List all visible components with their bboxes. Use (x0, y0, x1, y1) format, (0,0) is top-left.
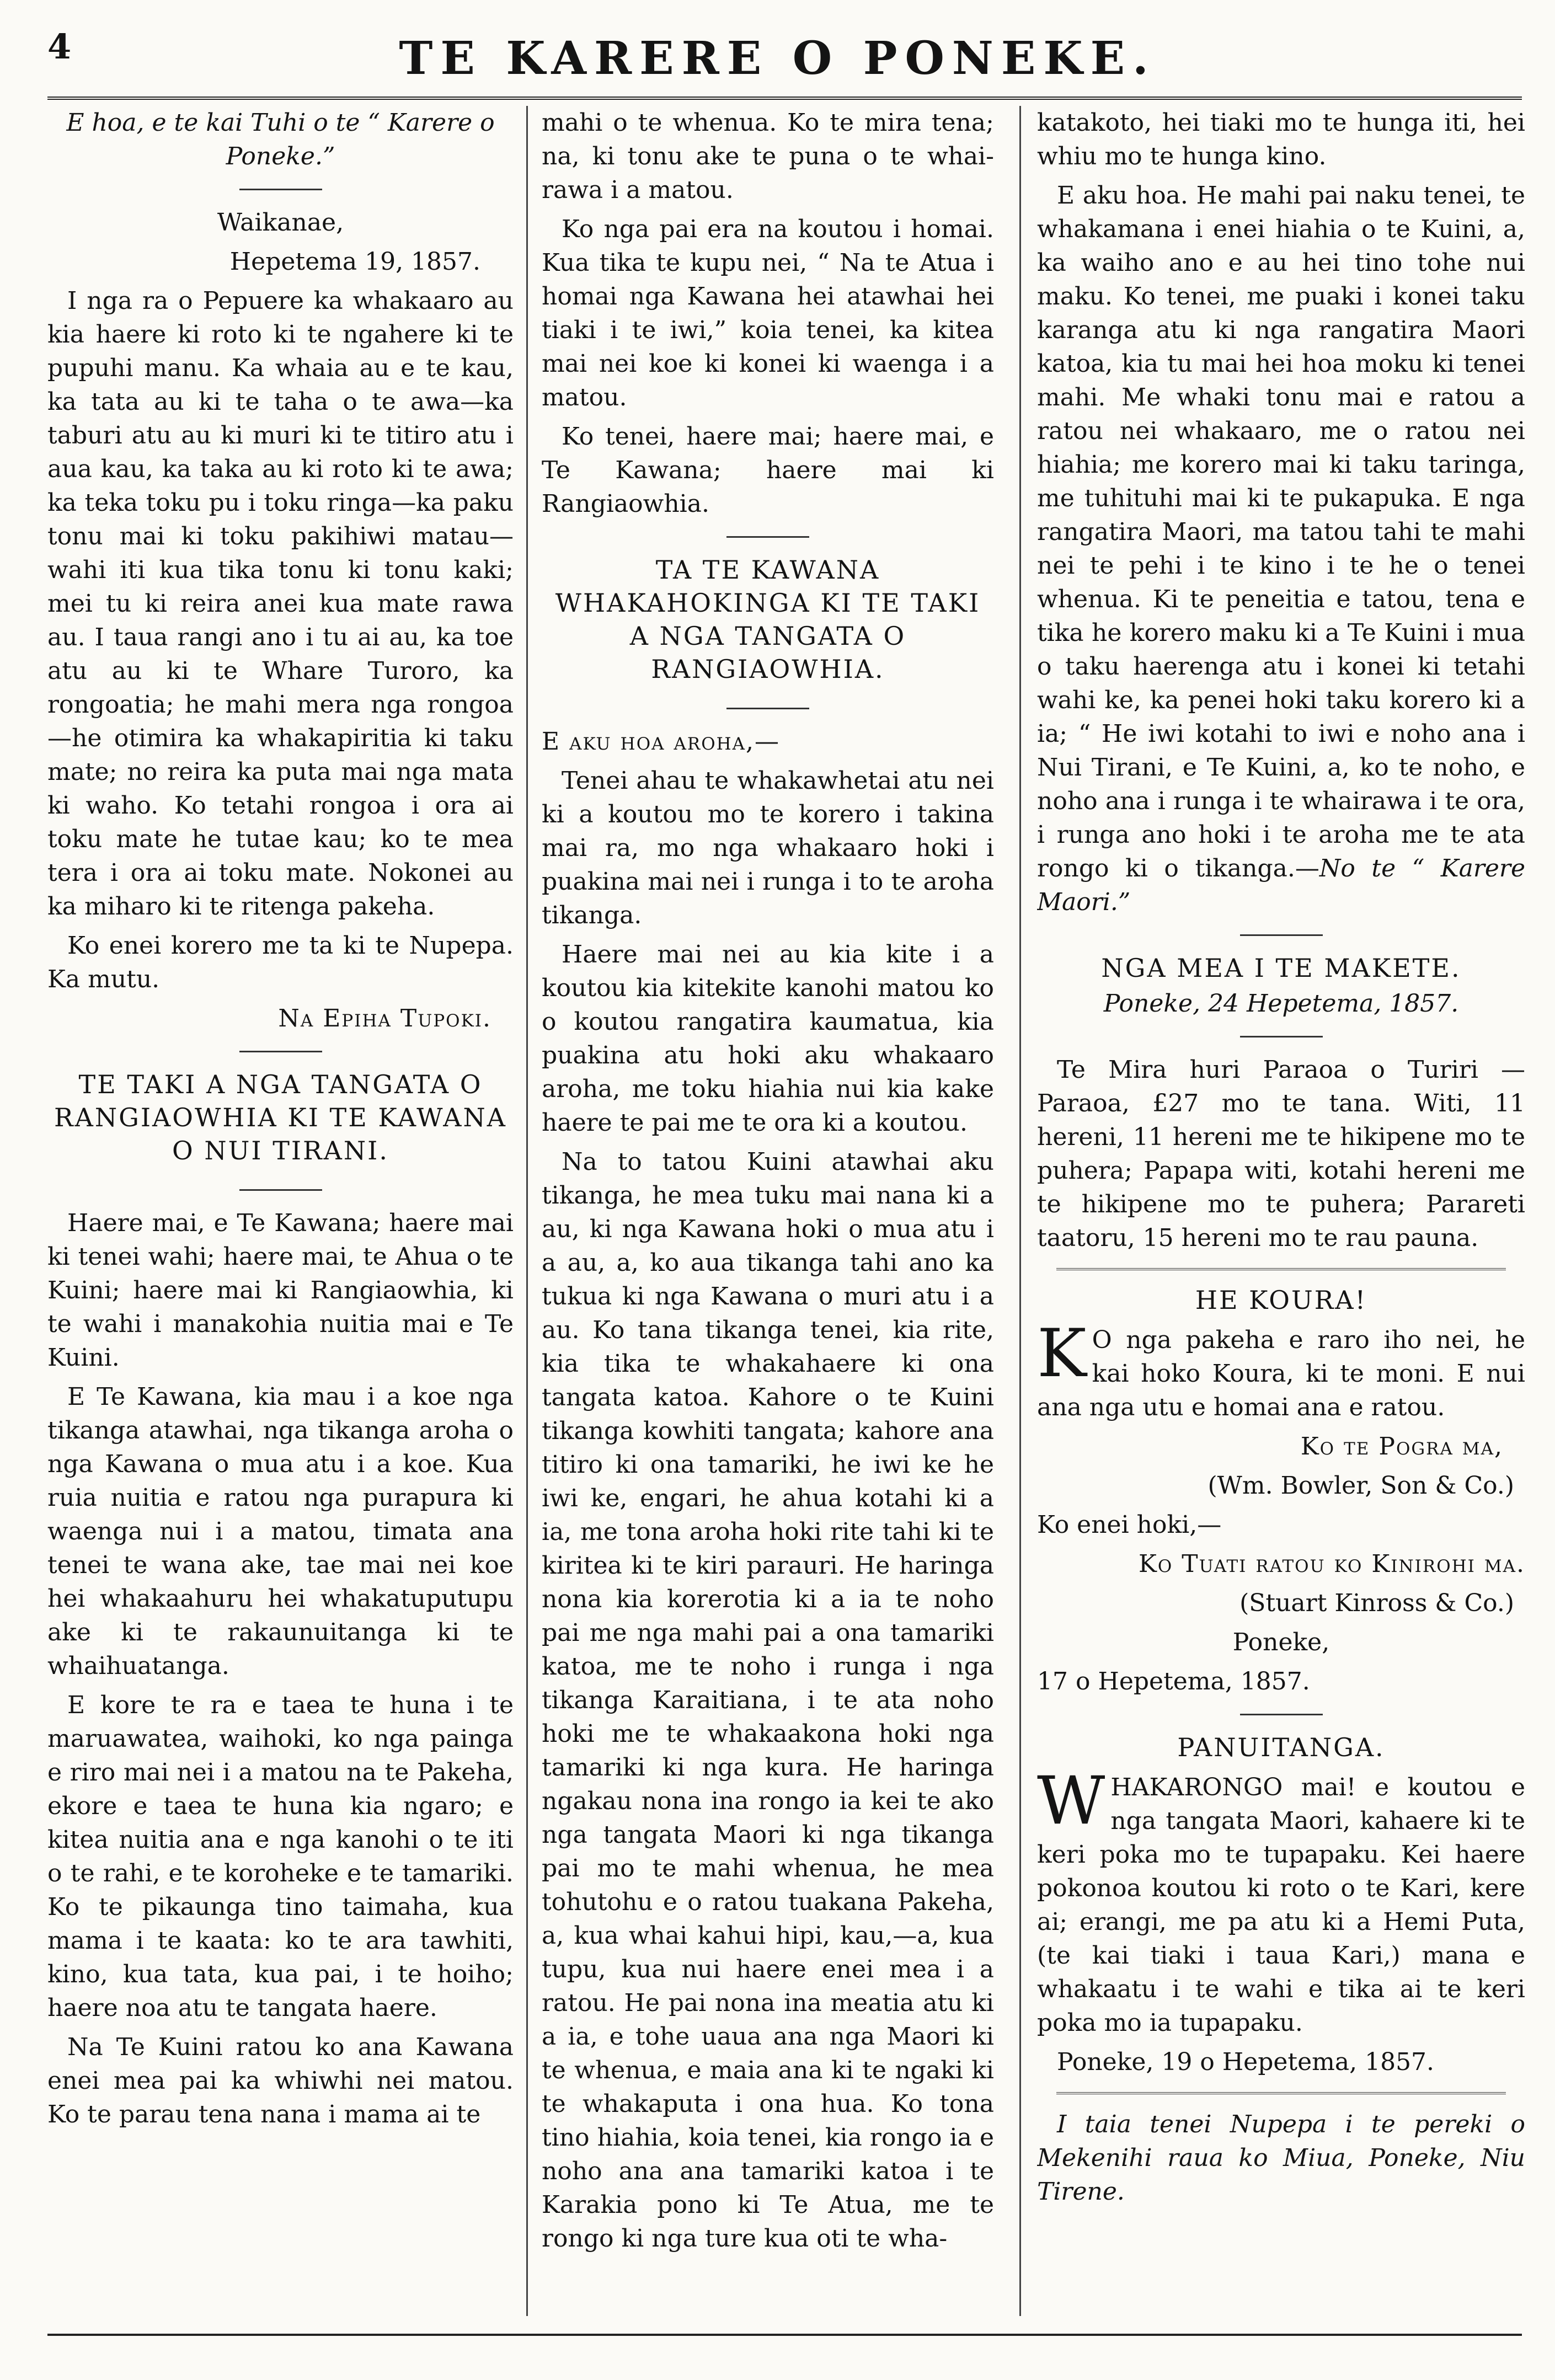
letter-paragraph: I nga ra o Pepuere ka whakaaro au kia haere ki roto ki te ngahere ki te pupuhi manu. Ka whaia au e te kau, ka tata au ki te taha o te awa—ka taburi atu au ki muri ki te titiro atu i aua kau, ka taka au ki roto ki te awa; ka teka toku pu i toku ringa—ka paku tonu mai ki toku pakihiwi matau—wahi iti kua tika tonu ki tonu kaki; mei tu ki reira anei kua mate rawa au. I taua rangi ano i tu ai au, ka toe atu au ki te Whare Turoro, ka rongoatia; he mahi mera nga rongoa—he otimira ka whakapiritia ki taku mate; no reira ka puta mai nga mata ki waho. Ko tetahi rongoa i ora ai toku mate he tutae kau; ko te mea tera i ora ai toku mate. Nokonei au ka miharo ki te ritenga pakeha. (47, 287, 514, 921)
market-prices: Te Mira huri Paraoa o Turiri —Paraoa, £27 mo te tana. Witi, 11 hereni, 11 hereni me te hikipene mo te puhera; Papapa witi, kotahi hereni me te hikipene mo te puhera; Parareti taatoru, 15 hereni mo te rau pauna. (1037, 1056, 1525, 1252)
source-credit: No te “ Karere Maori.” (1037, 854, 1525, 916)
section-rule (239, 1189, 322, 1191)
masthead-title: TE KARERE O PONEKE. (399, 32, 1156, 85)
market-heading: NGA MEA I TE MAKETE. (1101, 953, 1461, 983)
letter-signature: Na Epiha Tupoki. (278, 1004, 491, 1033)
article-paragraph: E kore te ra e taea te huna i te maruawatea, waihoki, ko nga painga e riro mai nei i a matou na te Pakeha, ekore e taea te huna kia ngaro; e kitea nuitia ana e nga kanohi o te iti o te rahi, e te koroheke e te tamariki. Ko te pikaunga tino taimaha, kua mama i te kaata: ko te ara tawhiti, kino, kua tata, kua pai, i te hoiho; haere noa atu te tangata haere. (47, 1691, 514, 2022)
column-divider-2 (1019, 106, 1021, 2316)
article-heading: TE TAKI A NGA TANGATA O RANGIAOWHIA KI TE KAWANA O NUI TIRANI. (54, 1069, 507, 1165)
column-1 (47, 106, 514, 2316)
section-rule (1240, 934, 1323, 936)
notice-date: Poneke, 19 o Hepetema, 1857. (1057, 2048, 1435, 2076)
article-paragraph: Tenei ahau te whakawhetai atu nei ki a koutou mo te korero i takina mai ra, mo nga whakaaro hoki i puakina mai nei i runga i to te aroha tikanga. (542, 767, 994, 929)
gold-also: Ko enei hoki,— (1037, 1511, 1222, 1539)
gold-place: Poneke, (1232, 1628, 1330, 1656)
gold-notice (1037, 1315, 1525, 1424)
masthead-rule (47, 97, 1522, 100)
salutation: E aku hoa aroha,— (542, 728, 781, 756)
article-paragraph: Ko tenei, haere mai; haere mai, e Te Kawana; haere mai ki Rangiaowhia. (542, 422, 994, 518)
section-rule (726, 536, 809, 538)
article-paragraph (1037, 179, 1525, 919)
article-heading: TA TE KAWANA WHAKAHOKINGA KI TE TAKI A NGA TANGATA O RANGIAOWHIA. (555, 555, 981, 684)
letter-intro: E hoa, e te kai Tuhi o te “ Karere o Poneke.” (66, 109, 495, 170)
page-number: 4 (47, 26, 72, 67)
gold-notice-text: O nga pakeha e raro iho nei, he kai hoko Koura, ki te moni. E nui ana nga utu e homai ana e ratou. (1037, 1326, 1525, 1421)
article-text: E aku hoa. He mahi pai naku tenei, te whakamana i enei hiahia o te Kuini, a, ka waiho ano e au hei tino tohe nui maku. Ko tenei, me puaki i konei taku karanga atu ki nga rangatira Maori katoa, kia tu mai hei hoa moku ki tenei mahi. Me whaki tonu mai e ratou a ratou nei whakaaro, me o ratou nei hiahia; me korero mai ki taku taringa, me tuhituhi mai ki te pukapuka. E nga rangatira Maori, ma tatou tahi te mahi nei te pehi i te kino i te he o tenei whenua. Ki te peneitia e tatou, tena e tika he korero maku ki a Te Kuini i mua o taku haerenga atu i konei ki tetahi wahi ke, ka penei hoki taku korero ki a ia; “ He iwi kotahi to iwi e noho ana i Nui Tirani, e Te Kuini, a, ko te noho, e noho ana i runga i te whairawa i te ora, i runga ano hoki i te aroha me te ata rongo ki o tikanga.— (1037, 181, 1525, 883)
gold-date: 17 o Hepetema, 1857. (1037, 1667, 1310, 1696)
bottom-rule (47, 2334, 1522, 2336)
article-paragraph: Ko nga pai era na koutou i homai. Kua tika te kupu nei, “ Na te Atua i homai nga Kawana hei atawhai hei tiaki i te iwi,” koia tenei, ka kitea mai nei koe ki konei ki waenga i a matou. (542, 215, 994, 411)
gold-signature-english: (Wm. Bowler, Son & Co.) (1207, 1472, 1514, 1500)
letter-paragraph: Ko enei korero me ta ki te Nupepa. Ka mutu. (47, 932, 514, 993)
gold-signature: Ko Tuati ratou ko Kinirohi ma. (1139, 1550, 1525, 1578)
drop-cap: K (1037, 1315, 1087, 1392)
column-2 (542, 106, 994, 2316)
article-paragraph: Na to tatou Kuini atawhai aku tikanga, he mea tuku mai nana ki a au, ki nga Kawana hoki o mua atu i a au, a, ko aua tikanga tahi ano ka tukua ki nga Kawana o muri atu i a au. Ko tana tikanga tenei, kia rite, kia tika te whakahaere ki ona tangata katoa. Kahore o te Kuini tikanga kowhiti tangata; kahore ana titiro ki ona tamariki, he iwi ke he iwi ke, engari, he ahua kotahi ki a ia, me tona aroha hoki rite tahi ki te kiritea ki te kiri parauri. He haringa nona kia korerotia ki a ia te noho pai me nga mahi pai a ona tamariki katoa, me te noho i runga i nga tikanga Karaitiana, i te ata noho hoki me te whakaakona hoki nga tamariki ki nga kura. He haringa ngakau nona ina rongo ia kei te ako nga tangata Maori ki nga tikanga pai mo te mahi whenua, he mea tohutohu e o ratou tuakana Pakeha, a, kua whai kahui hipi, kau,—a, kua tupu, kua nui haere enei mea i a ratou. He pai nona ina meatia atu ki a ia, e tohe uaua ana nga Maori ki te whenua, e maia ana ki te ngaki ki te whakaputa i ona hua. Ko tona tino hiahia, koia tenei, kia rongo ia e noho ana ana tamariki katoa i te Karakia pono ki Te Atua, me te rongo ki nga ture kua oti te wha- (542, 1148, 994, 2253)
section-rule (1056, 1268, 1505, 1270)
column-divider-1 (526, 106, 528, 2316)
article-paragraph: Na Te Kuini ratou ko ana Kawana enei mea pai ka whiwhi nei matou. Ko te parau tena nana i mama ai te (47, 2033, 514, 2128)
letter-date: Hepetema 19, 1857. (229, 248, 480, 276)
article-paragraph: katakoto, hei tiaki mo te hunga iti, hei whiu mo te hunga kino. (1037, 109, 1525, 170)
gold-signature: Ko te Pogra ma, (1300, 1432, 1503, 1461)
notice-heading: PANUITANGA. (1177, 1732, 1385, 1762)
section-rule (726, 708, 809, 709)
printer-imprint: I taia tenei Nupepa i te pereki o Mekenihi raua ko Miua, Poneke, Niu Tirene. (1037, 2110, 1525, 2206)
article-paragraph: mahi o te whenua. Ko te mira tena; na, ki tonu ake te puna o te whai-rawa i a matou. (542, 109, 994, 204)
section-rule (239, 1051, 322, 1052)
gold-signature-english: (Stuart Kinross & Co.) (1239, 1589, 1514, 1617)
section-rule (1240, 1714, 1323, 1715)
article-paragraph: Haere mai, e Te Kawana; haere mai ki tenei wahi; haere mai, te Ahua o te Kuini; haere mai ki Rangiaowhia, ki te wahi i manakohia nuitia mai e Te Kuini. (47, 1209, 514, 1372)
column-3 (1037, 106, 1525, 2316)
notice-text: HAKARONGO mai! e koutou e nga tangata Maori, kahaere ki te keri poka mo te tupapaku. Kei haere pokonoa koutou ki roto o te Kari, kere ai; erangi, me pa atu ki a Hemi Puta, (te kai tiaki i taua Kari,) mana e whakaatu i te wahi e tika ai te keri poka mo ia tupapaku. (1037, 1773, 1525, 2037)
section-rule (1240, 1036, 1323, 1037)
gold-heading: HE KOURA! (1195, 1285, 1367, 1315)
drop-cap: W (1037, 1763, 1105, 1839)
article-paragraph: Haere mai nei au kia kite i a koutou kia kitekite kanohi matou ko o koutou rangatira kaumatua, kia puakina atu hoki aku whakaaro aroha, me toku hiahia nui kia kake haere te pai me te ora ki a koutou. (542, 940, 994, 1137)
article-paragraph: E Te Kawana, kia mau i a koe nga tikanga atawhai, nga tikanga aroha o nga Kawana o mua atu i a koe. Kua ruia nuitia e ratou nga purapura ki waenga nui i a matou, timata ana tenei te wana ake, tae mai nei koe hei whakaahuru hei whakatuputupu ake ki te rakaunuitanga ki te whaihuatanga. (47, 1383, 514, 1680)
market-date: Poneke, 24 Hepetema, 1857. (1103, 990, 1459, 1018)
section-rule (1056, 2092, 1505, 2094)
section-rule (239, 189, 322, 190)
notice (1037, 1763, 1525, 2040)
letter-place: Waikanae, (217, 208, 344, 237)
